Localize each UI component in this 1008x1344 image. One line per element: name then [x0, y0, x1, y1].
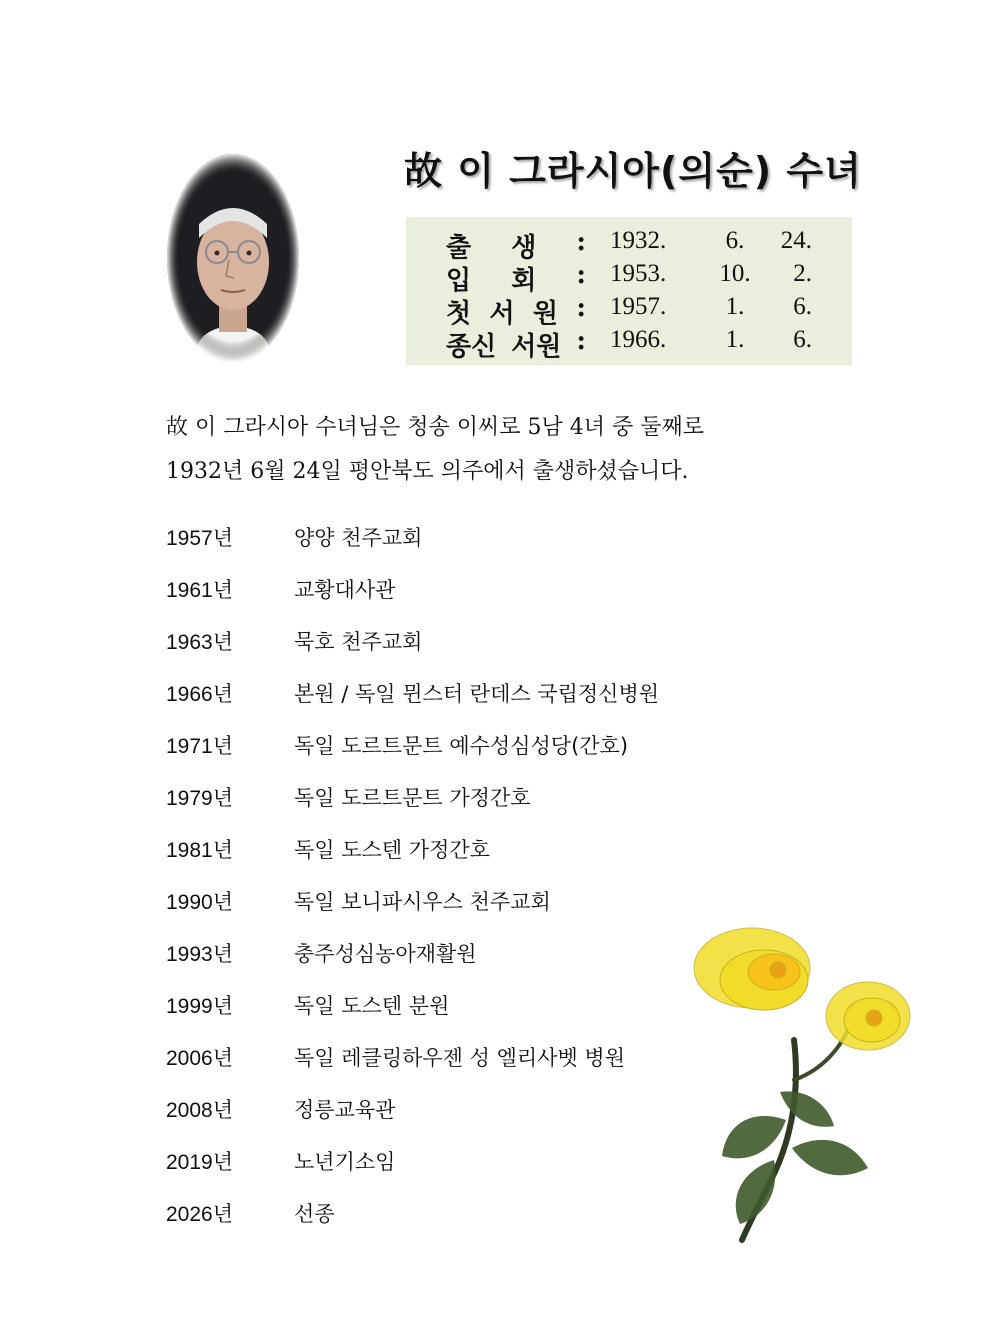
- timeline-place: 묵호 천주교회: [294, 630, 423, 654]
- info-label-part: 서: [489, 299, 515, 329]
- timeline-row: [166, 574, 726, 610]
- timeline-row: [166, 834, 726, 870]
- timeline-year: 1979년: [166, 787, 234, 810]
- timeline-place: 독일 도르트문트 예수성심성당(간호): [294, 734, 629, 758]
- date-year: 1966.: [610, 326, 667, 353]
- timeline-year: 2026년: [166, 1203, 234, 1226]
- timeline-row: [166, 678, 726, 714]
- timeline-year: 2008년: [166, 1099, 234, 1122]
- timeline-year: 2006년: [166, 1047, 234, 1070]
- date-year: 1957.: [610, 293, 667, 320]
- timeline-row: [166, 626, 726, 662]
- timeline-place: 충주성심농아재활원: [294, 942, 477, 966]
- timeline-place: 교황대사관: [294, 578, 396, 602]
- timeline-place: 노년기소임: [294, 1150, 396, 1174]
- timeline-row: [166, 522, 726, 558]
- info-label-part: :: [576, 326, 586, 356]
- timeline-year: 1999년: [166, 995, 234, 1018]
- timeline-year: 2019년: [166, 1151, 234, 1174]
- timeline-year: 1957년: [166, 527, 234, 550]
- timeline-place: 본원 / 독일 뮌스터 란데스 국립정신병원: [294, 682, 660, 706]
- timeline-place: 양양 천주교회: [294, 526, 423, 550]
- timeline-place: 독일 도스텐 가정간호: [294, 838, 490, 862]
- timeline-place: 독일 도르트문트 가정간호: [294, 786, 531, 810]
- info-label-part: 서원: [511, 332, 562, 362]
- date-day: 2.: [793, 260, 812, 287]
- timeline-year: 1990년: [166, 891, 234, 914]
- timeline-year: 1966년: [166, 683, 234, 706]
- date-month: 1.: [725, 326, 745, 353]
- timeline-year: 1971년: [166, 735, 234, 758]
- timeline-row: [166, 1146, 726, 1182]
- timeline-row: [166, 1042, 726, 1078]
- info-label-part: :: [576, 227, 586, 257]
- info-label-part: 생: [511, 233, 537, 263]
- info-label: [446, 227, 586, 264]
- info-label-part: 원: [532, 299, 559, 329]
- date-month: 6.: [725, 227, 745, 254]
- timeline-place: 독일 레클링하우젠 성 엘리사벳 병원: [294, 1046, 625, 1070]
- timeline-place: 독일 도스텐 분원: [294, 994, 450, 1018]
- page-title: 故 이 그라시아(의순) 수녀: [404, 149, 862, 193]
- timeline-row: [166, 1094, 726, 1130]
- info-row: [406, 326, 852, 360]
- info-label-part: :: [576, 260, 586, 290]
- info-label: [446, 326, 586, 363]
- date-month: 10.: [719, 260, 751, 287]
- chrysanthemum-illustration: [682, 920, 918, 1256]
- date-day: 24.: [780, 227, 812, 254]
- timeline-year: 1993년: [166, 943, 234, 966]
- info-label: [446, 293, 586, 330]
- info-row: [406, 260, 852, 294]
- info-label-part: 종신: [446, 332, 497, 362]
- timeline-row: [166, 938, 726, 974]
- date-day: 6.: [793, 293, 812, 320]
- portrait-photo: [166, 152, 300, 364]
- timeline-row: [166, 1198, 726, 1234]
- date-year: 1953.: [610, 260, 667, 287]
- info-label-part: 첫: [446, 299, 472, 329]
- timeline-place: 정릉교육관: [294, 1098, 396, 1122]
- timeline-place: 독일 보니파시우스 천주교회: [294, 890, 551, 914]
- timeline-row: [166, 730, 726, 766]
- timeline-row: [166, 990, 726, 1026]
- intro-line: 故 이 그라시아 수녀님은 청송 이씨로 5남 4녀 중 둘째로: [166, 415, 704, 440]
- date-day: 6.: [793, 326, 812, 353]
- intro-line: 1932년 6월 24일 평안북도 의주에서 출생하셨습니다.: [166, 459, 689, 484]
- timeline-place: 선종: [294, 1202, 335, 1226]
- intro-text: [166, 406, 866, 494]
- info-label: [446, 260, 586, 297]
- timeline-year: 1963년: [166, 631, 234, 654]
- timeline-row: [166, 782, 726, 818]
- info-row: [406, 293, 852, 327]
- date-year: 1932.: [610, 227, 667, 254]
- info-label-part: 입: [446, 266, 472, 296]
- info-row: [406, 227, 852, 261]
- timeline-row: [166, 886, 726, 922]
- timeline-year: 1961년: [166, 579, 234, 602]
- info-label-part: 출: [446, 233, 472, 263]
- date-month: 1.: [725, 293, 745, 320]
- info-label-part: 회: [511, 266, 537, 296]
- timeline-year: 1981년: [166, 839, 234, 862]
- info-label-part: :: [576, 293, 586, 323]
- info-box: [406, 217, 852, 365]
